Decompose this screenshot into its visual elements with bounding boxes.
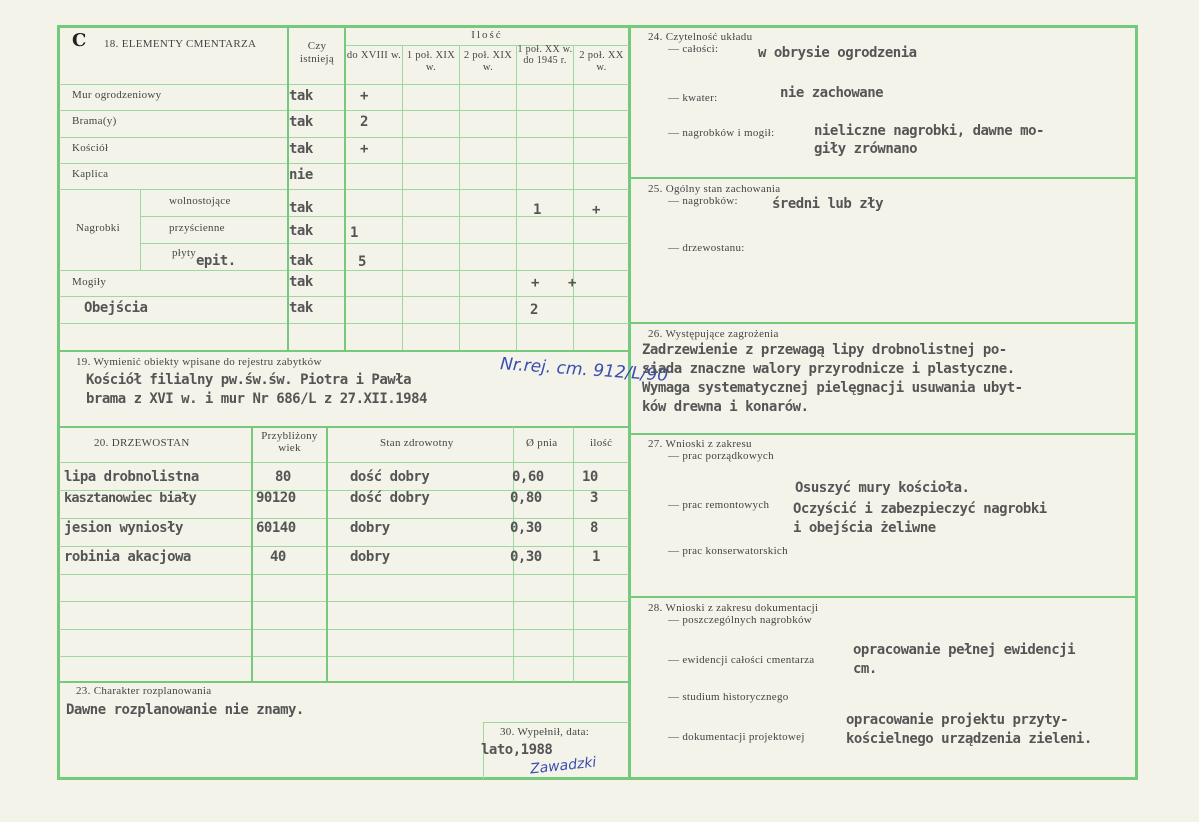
s18-col-head: 1 poł. XX w. do 1945 r. (517, 44, 573, 66)
s30-title: 30. Wypełnił, data: (500, 726, 590, 738)
s28-b-line: cm. (853, 661, 877, 677)
s26-line: siada znaczne walory przyrodnicze i plastyczne. (642, 361, 1015, 377)
s24-kwater: nie zachowane (780, 85, 884, 101)
s24-nagrobkow-line1: nieliczne nagrobki, dawne mo- (814, 123, 1044, 139)
tree-health: dość dobry (350, 469, 430, 485)
s18-row-label: Kaplica (72, 168, 109, 180)
s18-row-label: wolnostojące (169, 195, 231, 207)
tree-age: 60140 (256, 520, 296, 536)
s18-title: 18. ELEMENTY CMENTARZA (104, 38, 257, 50)
tree-health: dobry (350, 549, 390, 565)
s19-title: 19. Wymienić obiekty wpisane do rejestru zabytków (76, 356, 322, 368)
s28-d-line: kościelnego urządzenia zieleni. (846, 731, 1092, 747)
s18-exists: nie (289, 167, 313, 183)
s18-exists: tak (289, 141, 313, 157)
s18-row-label: Mur ogrodzeniowy (72, 89, 162, 101)
s18-exists: tak (289, 223, 313, 239)
s18-qty: + (360, 141, 368, 157)
s28-d-line: opracowanie projektu przyty- (846, 712, 1069, 728)
s23-title: 23. Charakter rozplanowania (76, 685, 212, 697)
s18-row-label: Kościół (72, 142, 109, 154)
tree-name: jesion wyniosły (64, 520, 183, 536)
s18-qty: + (592, 202, 600, 218)
nagrobki-label: Nagrobki (76, 222, 120, 234)
s18-col-head: 2 poł. XIX w. (463, 50, 513, 73)
s26-line: Zadrzewienie z przewagą lipy drobnolistnej po- (642, 342, 1007, 358)
tree-age: 40 (270, 549, 286, 565)
s27-rem: — prac remontowych (668, 499, 770, 511)
s24-kwater-label: — kwater: (668, 92, 718, 104)
s23-text: Dawne rozplanowanie nie znamy. (66, 702, 304, 718)
tree-diam: 0,30 (510, 549, 542, 565)
tree-health: dobry (350, 520, 390, 536)
s20-title: 20. DRZEWOSTAN (94, 437, 190, 449)
s18-row-label: przyścienne (169, 222, 225, 234)
s27-title: 27. Wnioski z zakresu (648, 438, 752, 450)
s18-col-head: do XVIII w. (346, 50, 402, 61)
s18-qty-head: Ilość (471, 29, 503, 41)
s18-row-label: Brama(y) (72, 115, 117, 127)
s18-qty: + (360, 88, 368, 104)
s20-diam-head: Ø pnia (526, 437, 558, 449)
s18-exists: tak (289, 114, 313, 130)
s28-a: — poszczególnych nagrobków (668, 614, 813, 626)
s24-nagrobkow-label: — nagrobków i mogił: (668, 127, 775, 139)
tree-diam: 0,60 (512, 469, 544, 485)
tree-health: dość dobry (350, 490, 430, 506)
s28-d: — dokumentacji projektowej (668, 731, 805, 743)
s27-rem-line: Oczyścić i zabezpieczyć nagrobki (793, 501, 1047, 517)
s20-count-head: ilość (590, 437, 613, 449)
s18-row-label: płyty (172, 247, 197, 259)
tree-diam: 0,30 (510, 520, 542, 536)
tree-count: 10 (582, 469, 598, 485)
tree-name: robinia akacjowa (64, 549, 191, 565)
s25-drzewostanu-label: — drzewostanu: (668, 242, 745, 254)
s26-line: ków drewna i konarów. (642, 399, 809, 415)
s18-qty: 2 (530, 302, 538, 318)
s18-row-label: Mogiły (72, 276, 107, 288)
tree-diam: 0,80 (510, 490, 542, 506)
s18-col-head: 1 poł. XIX w. (406, 50, 456, 73)
s27-rem-line: i obejścia żeliwne (793, 520, 936, 536)
s18-exists: tak (289, 300, 313, 316)
s18-exists: tak (289, 253, 313, 269)
s27-porz: — prac porządkowych (668, 450, 774, 462)
s18-exists-head: Czy istnieją (299, 40, 335, 65)
s18-exists: tak (289, 200, 313, 216)
s24-nagrobkow-line2: giły zrównano (814, 141, 918, 157)
s25-nagrobkow-label: — nagrobków: (668, 195, 738, 207)
section-letter: C (72, 30, 87, 51)
s18-qty: + (568, 275, 576, 291)
s18-row-typed: epit. (196, 253, 236, 269)
tree-name: lipa drobnolistna (64, 469, 199, 485)
s28-c: — studium historycznego (668, 691, 789, 703)
s27-kons: — prac konserwatorskich (668, 545, 788, 557)
s19-line2: brama z XVI w. i mur Nr 686/L z 27.XII.1984 (86, 391, 427, 407)
s18-exists: tak (289, 88, 313, 104)
s28-b: — ewidencji całości cmentarza (668, 654, 815, 666)
s26-line: Wymaga systematycznej pielęgnacji usuwania ubyt- (642, 380, 1023, 396)
s18-qty: 1 (350, 225, 358, 241)
s18-row-label: Obejścia (84, 300, 148, 316)
s28-title: 28. Wnioski z zakresu dokumentacji (648, 602, 819, 614)
tree-age: 90120 (256, 490, 296, 506)
tree-count: 8 (590, 520, 598, 536)
s18-qty: 5 (358, 254, 366, 270)
s20-age-head: Przybliżony wiek (261, 430, 318, 454)
s18-col-head: 2 poł. XX w. (579, 50, 624, 73)
s20-health-head: Stan zdrowotny (380, 437, 454, 449)
s24-calosci: w obrysie ogrodzenia (758, 45, 917, 61)
tree-count: 1 (592, 549, 600, 565)
tree-count: 3 (590, 490, 598, 506)
s30-text: lato,1988 (481, 742, 553, 758)
s28-b-line: opracowanie pełnej ewidencji (853, 642, 1076, 658)
signature: Zawadzki (529, 754, 598, 778)
s18-exists: tak (289, 274, 313, 290)
tree-name: kasztanowiec biały (64, 490, 196, 506)
s27-rem-line: Osuszyć mury kościoła. (795, 480, 970, 496)
s24-title: 24. Czytelność układu (648, 31, 753, 43)
s19-handwritten: Nr.rej. cm. 912/L/90 (499, 354, 669, 386)
s24-calosci-label: — całości: (668, 43, 719, 55)
s19-line1: Kościół filialny pw.św.św. Piotra i Pawła (86, 372, 412, 388)
s18-qty: 2 (360, 114, 368, 130)
s25-nagrobkow: średni lub zły (772, 196, 884, 212)
tree-age: 80 (275, 469, 291, 485)
s18-qty: + (531, 275, 539, 291)
s26-title: 26. Występujące zagrożenia (648, 328, 779, 340)
s25-title: 25. Ogólny stan zachowania (648, 183, 781, 195)
s18-qty: 1 (533, 202, 541, 218)
